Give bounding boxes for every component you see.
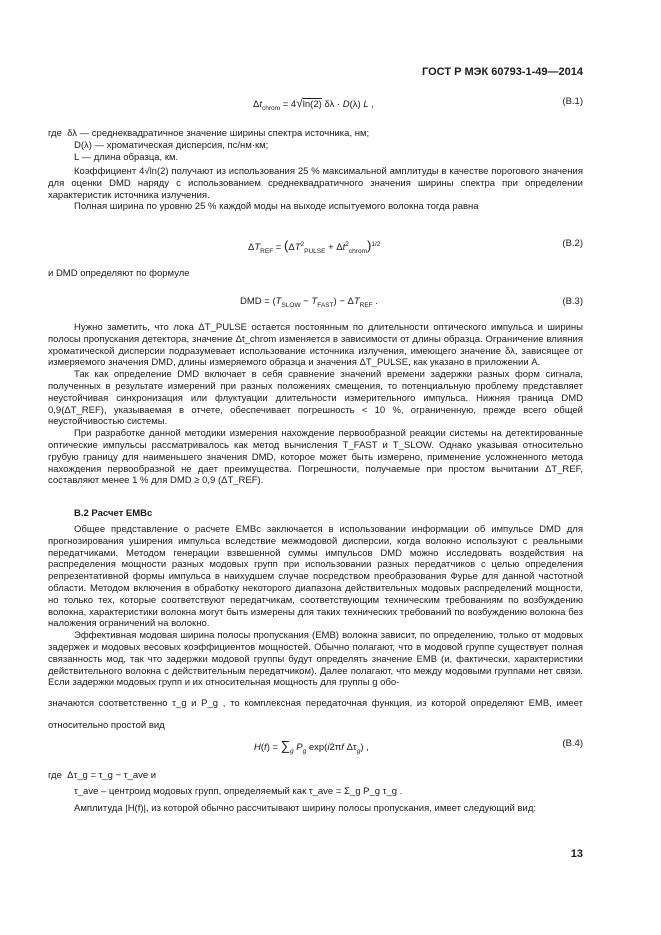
equation-b1	[48, 96, 583, 110]
paragraph-method: При разработке данной методики измерения нахождение первообразной реакции системы на детектированные оптические импульсы рассматривалось как метод вычисления T_FAST и T_SLOW. Однако указывая относительно грубую границу для наименьшего значения DMD, которое может быть измерено, применение усложненного метода нахождения первообразной не дает преимущества. Погрешности, получаемые при простом вычитании ΔT_REF, составляют менее 1 % для DMD ≥ 0,9 (ΔT_REF).	[48, 428, 583, 487]
where2-line-delta-tau: Δτ_g = τ_g − τ_ave и	[67, 770, 157, 781]
paragraph-coefficient: Коэффициент 4√ln(2) получают из использования 25 % максимальной амплитуды в качестве порогового значения для оценки DMD наряду с использованием среднеквадратичного значения ширины спектра при определении характеристик источника излучения.	[48, 166, 583, 201]
paragraph-amplitude: Амплитуда |H(f)|, из которой обычно рассчитывают ширину полосы пропускания, имеет следующий вид:	[74, 803, 537, 814]
page-number: 13	[570, 848, 583, 860]
equation-b4	[48, 736, 583, 754]
equation-b1-formula: $\Delta t_{chrom} = 4√\ln(2) \delta\lambda \cdot D(\lambda)$ L ,	[253, 96, 374, 112]
equation-b2	[48, 234, 583, 255]
text-block-1	[48, 166, 583, 213]
text-block-6	[48, 803, 583, 815]
paragraph-full-width: Полная ширина по уровню 25 % каждой моды на выходе испытуемого волокна тогда равна	[74, 201, 479, 213]
where-line-delta-lambda: δλ — среднеквадратичное значение ширины спектра источника, нм;	[67, 128, 370, 139]
equation-b3-formula: DMD = $(T_{SLOW} - T_{FAST}) - \Delta T_{REF}$ .	[240, 296, 378, 309]
text-block-5	[48, 693, 583, 737]
paragraph-note: Нужно заметить, что лока ΔT_PULSE остается постоянным по длительности оптического импульса и ширины полосы пропускания детектора, значение Δt_chrom изменяется в зависимости от длины образца. Ограничение влияния хроматической дисперсии подразумевает использование источника излучения, имеющего значение δλ, зависящее от измеряемого значения DMD, длины измеряемого образца и значения ΔT_PULSE, как указано в приложении А.	[48, 322, 583, 369]
section-heading-b2: B.2 Расчет EMBc	[74, 508, 153, 519]
paragraph-emb-a: Эффективная модовая ширина полосы пропускания (EMB) волокна зависит, по определению, только от модовых задержек и модовых весовых коэффициентов мощностей. Обычно полагают, что в модовой группе существует полная связанность мод, так что задержки модовой группы будут определять значение EMB (и, фактически, характеристики действительного волокна с действительным передатчиком). Далее полагают, что между модовыми группами нет связи. Если задержки модовых групп и их относительная мощность для группы g обо-	[48, 630, 583, 689]
text-block-2	[48, 268, 583, 280]
equation-b1-number: (B.1)	[562, 96, 583, 107]
where-block-2	[48, 768, 583, 800]
where-lead: где	[48, 128, 62, 139]
where-line-length: L — длина образца, км.	[74, 151, 179, 163]
equation-b4-number: (B.4)	[562, 738, 583, 749]
equation-b2-formula: $\Delta T_{REF} = (\Delta T^2_{PULSE} + \Delta t^2_{chrom})^{1/2}$	[248, 238, 381, 255]
paragraph-since: Так как определение DMD включает в себя сравнение значений времени задержки разных форм сигнала, полученных в результате измерений при разных положениях смещения, то потенциальную проблему представляет неустойчивая синхронизация или флуктуации длительности измерительного импульса. Нижняя граница DMD 0,9(ΔT_REF), указываемая в отчете, обеспечивает погрешность < 10 %, ограниченную, прежде всего общей неустойчивостью системы.	[48, 369, 583, 428]
equation-b4-formula: $H(f) = \sum_g$ $P_g$ exp(i2πf $\Delta\tau_g$) ,	[254, 738, 369, 755]
where2-line-tau-ave: τ_ave – центроид модовых групп, определяемый как τ_ave = Σ_g P_g τ_g .	[74, 786, 403, 797]
text-block-4	[48, 524, 583, 689]
paragraph-general: Общее представление о расчете EMBc заключается в использовании информации об импульсе DMD для прогнозирования уширения импульса вследствие межмодовой дисперсии, когда волокно используют с реальными передатчиками. Методом генерации взвешенной суммы импульсов DMD можно исследовать воздействия на распределения мощности разных модовых групп при использовании разных передатчиков с целью определения репрезентативной формы импульса в наихудшем случае посредством преобразования Фурье для данной частотной области. Методом включения в обработку некоторого диапазона действительных модовых распределений мощности, но только тех, которые соответствуют передатчикам, соответствующим техническим требованиям по возбуждению волокна, характеристики волокна могут быть измерены для таких технических требований по возбуждению волокна без наложения ограничений на волокно.	[48, 524, 583, 630]
where-block-1	[48, 128, 583, 163]
paragraph-emb-b: значаются соответственно τ_g и P_g , то комплексная передаточная функция, из которой определяют EMB, имеет относительно простой вид	[48, 698, 583, 731]
equation-b2-number: (B.2)	[562, 238, 583, 249]
equation-b3-number: (B.3)	[562, 296, 583, 307]
paragraph-dmd-formula: и DMD определяют по формуле	[48, 268, 190, 279]
where-line-dispersion: D(λ) — хроматическая дисперсия, пс/нм·км;	[74, 139, 269, 151]
where2-lead: где	[48, 770, 62, 781]
standard-header: ГОСТ Р МЭК 60793-1-49—2014	[422, 66, 583, 78]
equation-b3	[48, 296, 583, 310]
text-block-3	[48, 322, 583, 487]
